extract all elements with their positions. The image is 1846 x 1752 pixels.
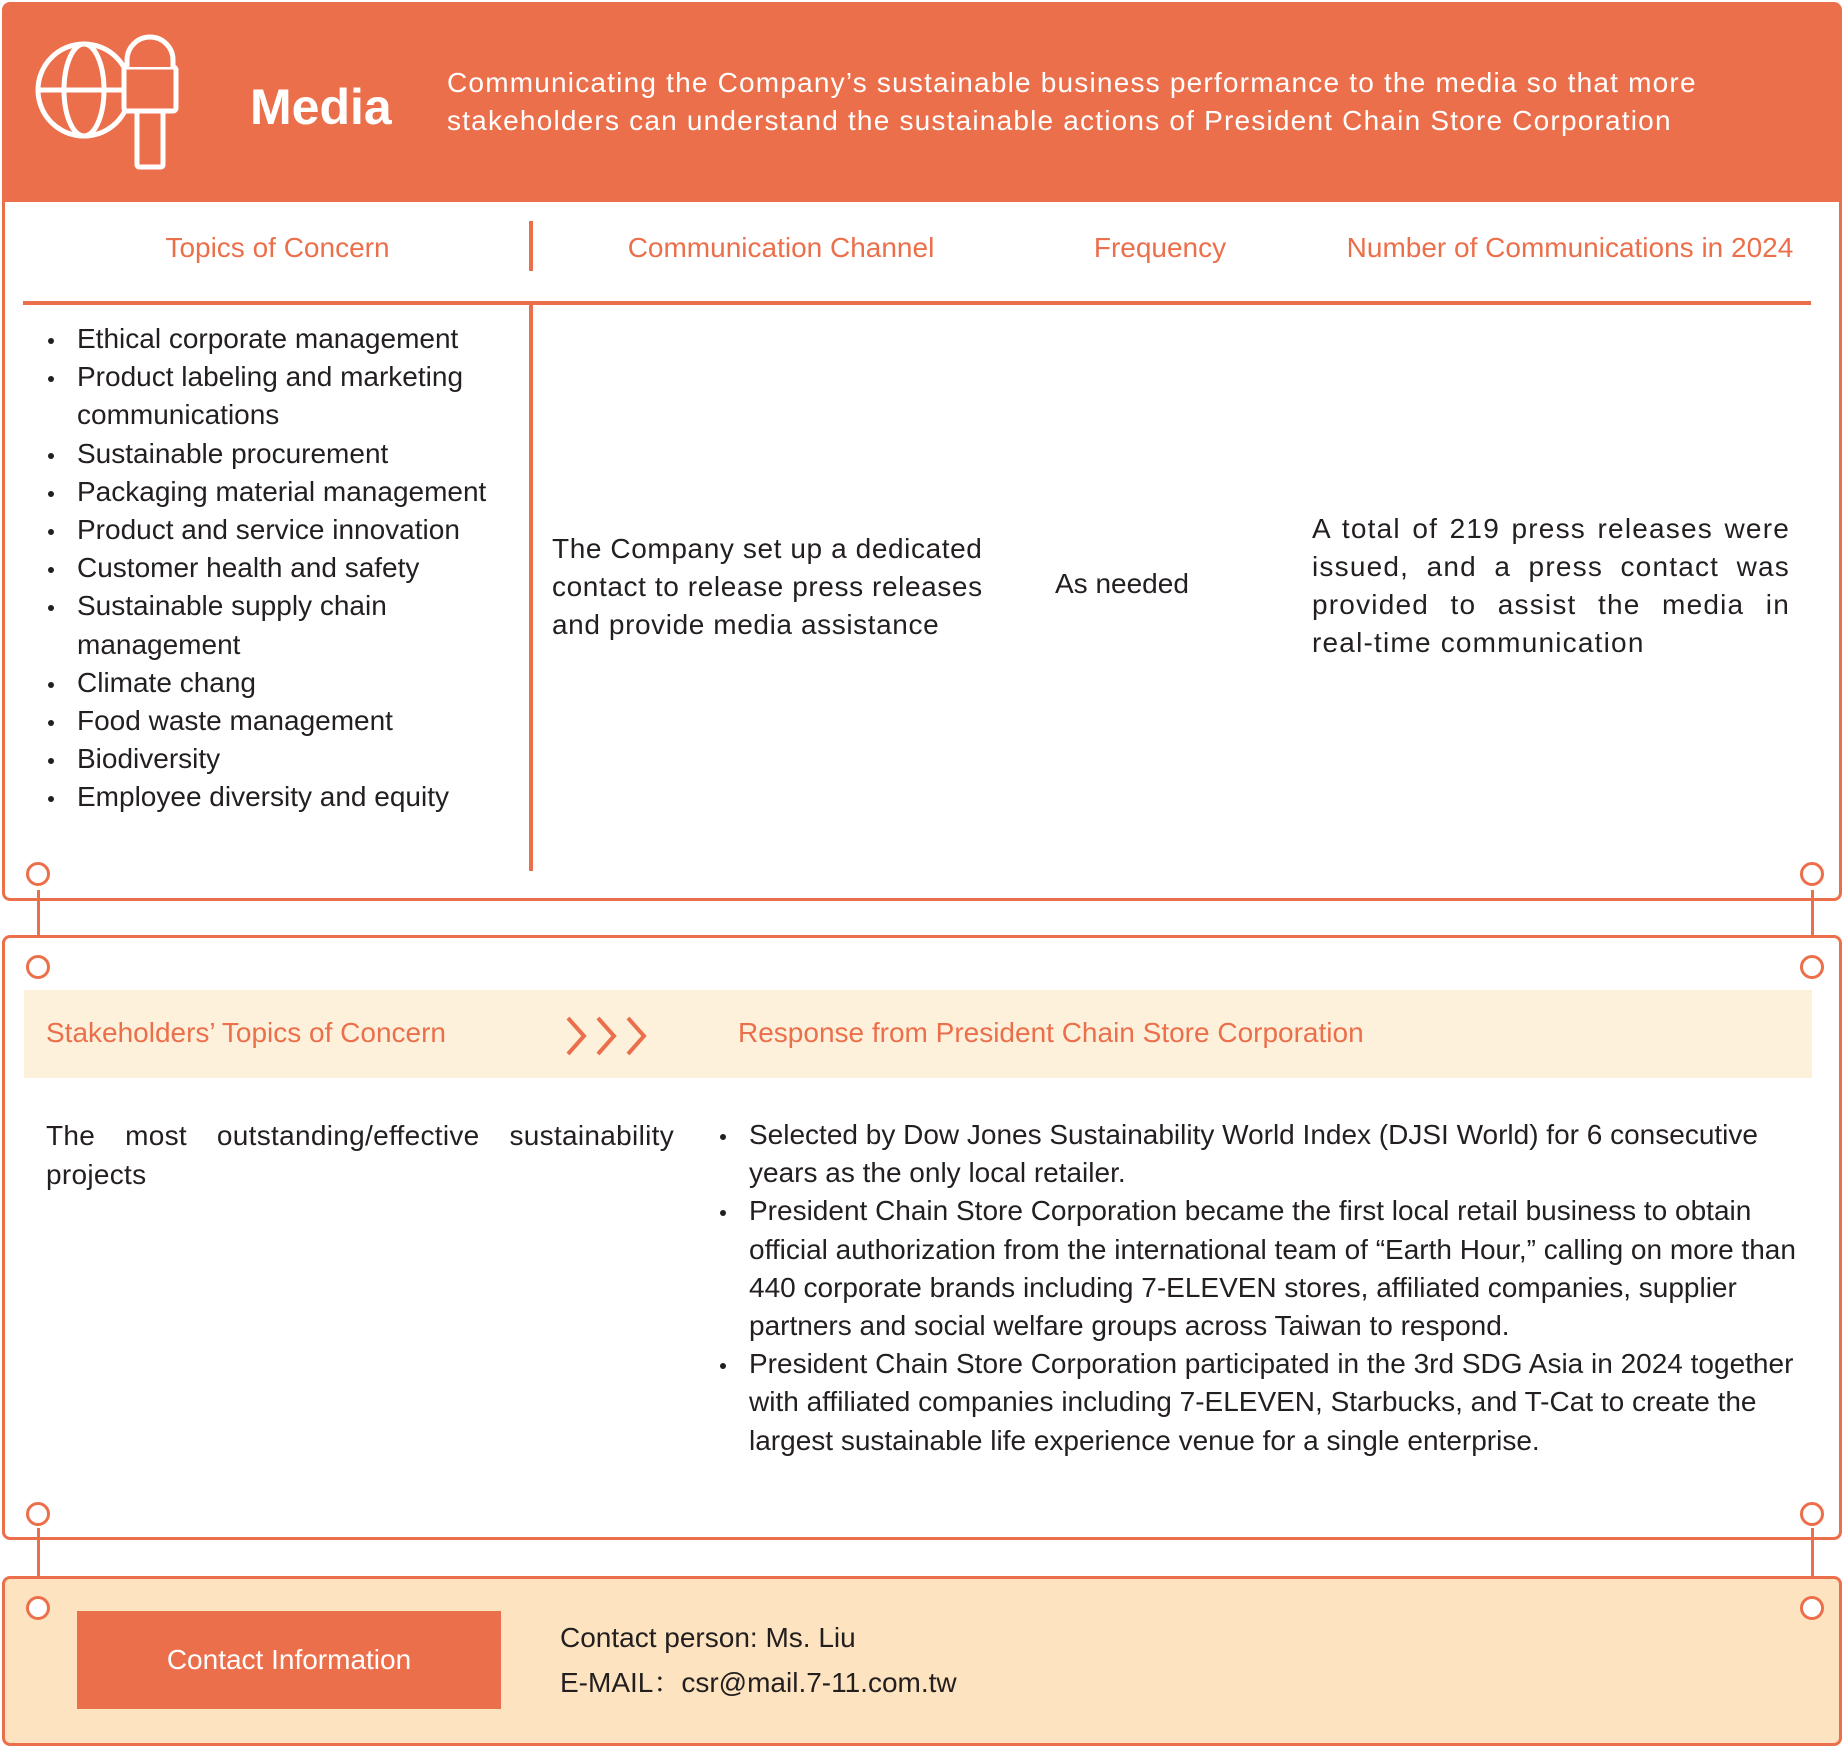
communications-count-text: A total of 219 press releases were issued, and a press contact was provided to assist the media in real-time communication [1312, 513, 1790, 658]
list-item: Sustainable procurement [40, 435, 520, 473]
column-header-channel: Communication Channel [627, 232, 935, 263]
list-item: Product labeling and marketing communications [40, 358, 520, 434]
contact-person: Contact person: Ms. Liu [560, 1622, 856, 1653]
response-list [712, 1116, 1812, 1460]
list-item: Customer health and safety [40, 549, 520, 587]
connector-ring [26, 955, 50, 979]
list-item: Ethical corporate management [40, 320, 520, 358]
connector-ring [26, 1596, 50, 1620]
connector-ring [1800, 955, 1824, 979]
list-item: President Chain Store Corporation became the first local retail business to obtain official authorization from the international team of “Earth Hour,” calling on more than 440 corporate brands including 7-ELEVEN stores, affiliated companies, supplier partners and social welfare groups across Taiwan to respond. [712, 1192, 1812, 1345]
column-header-frequency: Frequency [1093, 232, 1227, 263]
list-item: Climate chang [40, 664, 520, 702]
list-item: Selected by Dow Jones Sustainability World Index (DJSI World) for 6 consecutive years as the only local retailer. [712, 1116, 1812, 1192]
connector-ring [1800, 862, 1824, 886]
list-item: Sustainable supply chain management [40, 587, 520, 663]
connector-ring [1800, 1502, 1824, 1526]
globe-microphone-icon [34, 32, 180, 170]
column-divider [529, 221, 533, 271]
topics-list [40, 320, 520, 817]
header-description: Communicating the Company’s sustainable business performance to the media so that more stakeholders can understand the sustainable actions of President Chain Store Corporation [447, 67, 1697, 136]
list-item: Biodiversity [40, 740, 520, 778]
connector-ring [26, 1502, 50, 1526]
column-header-topics: Topics of Concern [165, 232, 390, 263]
list-item: Packaging material management [40, 473, 520, 511]
page-title: Media [250, 79, 392, 135]
channel-text: The Company set up a dedicated contact to release press releases and provide media assistance [552, 533, 983, 640]
column-divider [529, 305, 533, 871]
column-header-count: Number of Communications in 2024 [1346, 232, 1794, 263]
connector-ring [1800, 1596, 1824, 1620]
company-response-heading: Response from President Chain Store Corporation [738, 1017, 1364, 1048]
contact-email[interactable]: E-MAIL：csr@mail.7-11.com.tw [560, 1667, 957, 1698]
contact-information-label: Contact Information [77, 1611, 501, 1709]
triple-chevron-right-icon [562, 1014, 657, 1058]
header-rule [23, 301, 1811, 305]
frequency-text: As needed [1055, 568, 1189, 599]
list-item: President Chain Store Corporation participated in the 3rd SDG Asia in 2024 together with affiliated companies including 7-ELEVEN, Starbucks, and T-Cat to create the largest sustainable life experience venue for a single enterprise. [712, 1345, 1812, 1460]
concern-text: The most outstanding/effective sustainability projects [46, 1120, 674, 1190]
list-item: Product and service innovation [40, 511, 520, 549]
list-item: Employee diversity and equity [40, 778, 520, 816]
list-item: Food waste management [40, 702, 520, 740]
stakeholder-topics-heading: Stakeholders’ Topics of Concern [46, 1017, 446, 1048]
connector-ring [26, 862, 50, 886]
